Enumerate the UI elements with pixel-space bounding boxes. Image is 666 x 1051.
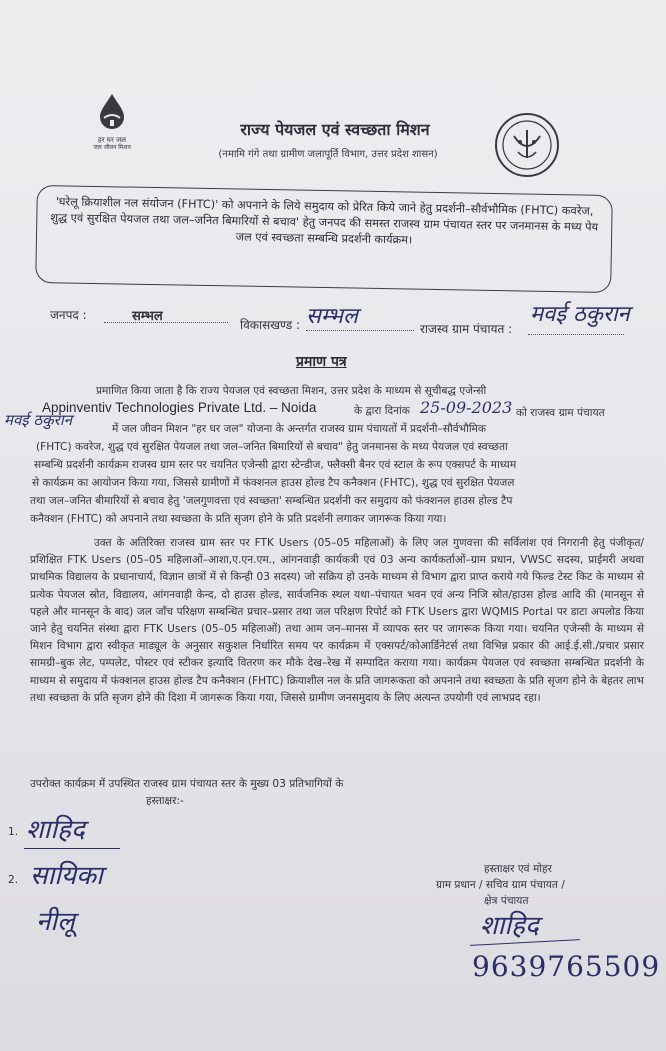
block-value: सम्भल <box>306 304 358 329</box>
para1-line6: से कार्यक्रम का आयोजन किया गया, जिससे ग्रामीणों में फंक्शनल हाउस होल्ड टैप कनैक्शन (FHTC), शुद्ध एवं सुरक्षित पेयजल <box>32 477 515 489</box>
district-value: सम्भल <box>132 309 163 324</box>
program-description-box <box>35 185 613 293</box>
sign-role: ग्राम प्रधान / सचिव ग्राम पंचायत / <box>436 879 565 891</box>
para1-line5: सम्बन्धि प्रदर्शनी कार्यक्रम राजस्व ग्राम स्तर पर चयनित एजेन्सी द्वारा स्टेन्डीज, फ्लैक्सी बैनर एवं स्टाल के रूप एक्सपर्ट के माध्यम <box>34 459 517 471</box>
pradhan-signature: शाहिद <box>480 911 539 941</box>
mission-subtitle: (नमामि गंगे तथा ग्रामीण जलापूर्ति विभाग, उत्तर प्रदेश शासन) <box>218 149 438 160</box>
mission-title: राज्य पेयजल एवं स्वच्छता मिशन <box>240 120 430 139</box>
panchayat-value: मवई ठकुरान <box>530 302 630 327</box>
participants-line1: उपरोक्त कार्यक्रम में उपस्थित राजस्व ग्राम पंचायत स्तर के मुख्य 03 प्रतिभागियों के <box>30 778 344 790</box>
district-label: जनपद : <box>50 308 87 322</box>
phone-number: 9639765509 <box>472 950 661 983</box>
para1-line1: प्रमाणित किया जाता है कि राज्य पेयजल एवं स्वच्छता मिशन, उत्तर प्रदेश के माध्यम से सूचीबद्ध एजेन्सी <box>96 385 487 397</box>
para1-line7: तथा जल–जनित बीमारियों से बचाव हेतु 'जलगुणवत्ता एवं स्वच्छता' सम्बन्धित प्रदर्शनी कर समुदाय को फंक्शनल हाउस होल्ड टैप <box>30 495 513 507</box>
event-date: 25-09-2023 <box>420 398 513 417</box>
panchayat-underline <box>528 334 624 335</box>
handwritten-panchayat: मवई ठकुरान <box>4 411 73 429</box>
sig1-underline <box>24 848 120 849</box>
participant-signature-2: सायिका <box>30 861 103 891</box>
sig2-number: 2. <box>8 874 19 886</box>
block-underline <box>306 330 414 331</box>
block-label: विकासखण्ड : <box>240 318 301 332</box>
participants-line2: हस्ताक्षर:- <box>146 795 184 807</box>
participant-signature-1: शाहिद <box>26 815 85 845</box>
sign-and-seal-label: हस्ताक्षर एवं मोहर <box>484 863 552 875</box>
water-drop-icon <box>84 92 140 132</box>
district-underline <box>104 322 228 323</box>
para1-line3: में जल जीवन मिशन "हर घर जल" योजना के अन्तर्गत राजस्व ग्राम पंचायतों में प्रदर्शनी–सौर्वभौमिक <box>112 423 487 435</box>
panchayat-label: राजस्व ग्राम पंचायत : <box>420 322 513 336</box>
para1-line8: कनैक्शन (FHTC) को अपनाने तथा स्वच्छता के प्रति सृजग होने के प्रति प्रदर्शनी लगाकर जागरूक किया गया। <box>30 513 447 525</box>
up-government-emblem <box>494 112 560 178</box>
certificate-title: प्रमाण पत्र <box>296 354 347 370</box>
logo-left-sub: जल जीवन मिशन <box>93 144 131 151</box>
har-ghar-jal-logo <box>84 92 140 154</box>
para2-text: उक्त के अतिरिक्त राजस्व ग्राम स्तर पर FTK Users (05–05 महिलाओं) के लिए जल गुणवत्ता की सर्विलांश एवं निगरानी हेतु पंजीकृत/प्रशिक्षित FTK Users (05–05 महिलाओं–आशा,ए.एन.एम., आंगनवाड़ी कार्यकत्री एवं 03 अन्य कार्यकर्ताओं–ग्राम प्रधान, VWSC सदस्य, प्राईमरी अथवा प्राथमिक विद्यालय के प्रधानाचार्य, विज्ञान छात्रों में से किन्ही 03 सदस्य) जो सक्रिय हो उनके माध्यम से विभाग द्वारा प्राप्त कराये गये फिल्ड टेस्ट किट के माध्यम से प्रत्येक पेयजल स्रोत, विद्यालय, आंगनवाड़ी केन्द, दो हाउस होल्ड, सार्वजनिक स्थल यथा–पंचायत भवन एवं अन्य निजि स्रोत/हाउस होल्ड आदि की (मानसून से पहले और मानसून के बाद) जल जाँच परिक्षण सम्बन्धित प्रचार–प्रसार तथा जल परिक्षण रिपोर्ट को FTK Users द्वारा WQMIS Portal पर डाटा अपलोड किया जाने हेतु चयनित संस्था द्वारा FTK Users (05–05 महिलाओं) तथा आम जन–मानस में व्यापक स्तर पर जागरूक किया गया। चयनित एजेन्सी के माध्यम से मिशन विभाग द्वारा स्वीकृत माड्यूल के अनुसार सकुशल निर्धारित समय पर कार्यक्रम में एक्सपर्ट/कोआर्डिनेटर्स तथा विभिन्न प्रकार की आई.ई.सी./प्रचार प्रसार सामग्री–बुक लेट, पम्पलेट, पोस्टर एवं स्टीकर इत्यादि वितरण कर मौके देख–रेख में सम्पादित कराया गया। कार्यक्रम पेयजल एवं स्वच्छता सम्बन्धित प्रदर्शनी के माध्यम से समुदाय में फंक्शनल हाउस होल्ड टैप कनैक्शन (FHTC) क्रियाशील नल के प्रति जागरूकता को अपनाने तथा स्वच्छता के प्रति सृजग होने के बेहतर लाभ तथा स्वच्छता के प्रति सृजग होने की दिशा में जागरूक किया गया, जिससे ग्रामीण जनसमुदाय के लिए अत्यन्त उपयोगी एवं लाभप्रद रहा। <box>30 537 644 704</box>
sig1-number: 1. <box>8 826 19 838</box>
logo-left-text: हर घर जल <box>98 136 126 144</box>
para1-line2c: को राजस्व ग्राम पंचायत <box>516 407 605 419</box>
sign-role-2: क्षेत्र पंचायत <box>484 895 529 907</box>
para1-line4: (FHTC) कवरेज, शुद्ध एवं सुरक्षित पेयजल तथा जल–जनित बिमारियों से बचाव" हेतु जनमानस के मध्य पेयजल एवं स्वच्छता <box>36 441 508 453</box>
para1-line2b: के द्वारा दिनांक <box>354 405 410 417</box>
participant-signature-3: नीलू <box>36 907 75 937</box>
agency-name: Appinventiv Technologies Private Ltd. – Noida <box>42 400 317 415</box>
program-description-text: 'घरेलू क्रियाशील नल संयोजन (FHTC)' को अपनाने के लिये समुदाय को प्रेरित किये जाने हेतु प्रदर्शनी–सौर्वभौमिक (FHTC) कवरेज, शुद्ध एवं सुरक्षित पेयजल तथा जल–जनित बिमारियों से बचाव' हेतु जनपद की समस्त राजस्व ग्राम पंचायत स्तर पर जनमानस के मध्य पेय जल एवं स्वच्छता सम्बन्धि प्रदर्शनी कार्यक्रम। <box>50 195 599 247</box>
state-seal-icon <box>494 112 560 178</box>
